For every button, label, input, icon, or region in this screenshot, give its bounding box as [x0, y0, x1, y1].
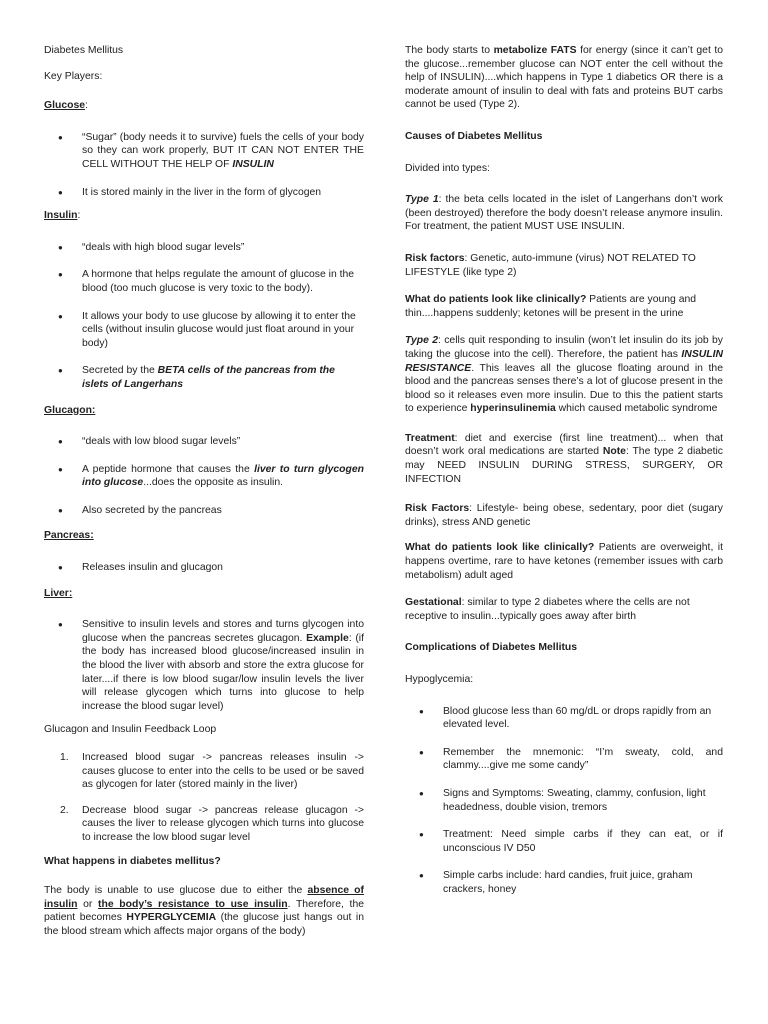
- what-happens-paragraph: The body is unable to use glucose due to either the absence of insulin or the body’s resistance to use insulin. Therefore, the patient becomes HYPERGLYCEMIA (the glucose just hangs out in the blood stream which affects major organs of the body): [44, 885, 364, 937]
- type1-paragraph: Type 1: the beta cells located in the islet of Langerhans don’t work (been destroyed) therefore the body doesn’t release anymore insulin. For treatment, the patient MUST USE INSULIN.: [405, 194, 723, 233]
- causes-heading: Causes of Diabetes Mellitus: [405, 130, 543, 142]
- glucagon-list: [44, 435, 364, 517]
- glucagon-heading: Glucagon:: [44, 404, 96, 416]
- list-item: ● “deals with low blood sugar levels”: [44, 435, 364, 449]
- list-item: ● A hormone that helps regulate the amount of glucose in the blood (too much glucose is very toxic to the body).: [44, 268, 364, 295]
- list-item: ● Remember the mnemonic: “I’m sweaty, cold, and clammy....give me some candy”: [405, 746, 723, 773]
- list-item: ● Simple carbs include: hard candies, fruit juice, graham crackers, honey: [405, 869, 723, 896]
- list-item: ● Signs and Symptoms: Sweating, clammy, confusion, light headedness, double vision, tremors: [405, 787, 723, 814]
- list-item: ● “Sugar” (body needs it to survive) fuels the cells of your body so they can work properly, BUT IT CAN NOT ENTER THE CELL WITHOUT THE HELP OF INSULIN: [44, 131, 364, 172]
- list-item: ● Sensitive to insulin levels and stores and turns glycogen into glucose when the pancreas secretes glucagon. Example: (if the body has increased blood glucose/increased insulin in the blood the liver with absorb and store the extra glucose for later....if there is low blood sugar/low insulin levels the liver will release glycogen which turns into glucose to help increase the blood sugar level): [44, 618, 364, 713]
- right-column: [405, 44, 723, 911]
- divided-label: Divided into types:: [405, 162, 490, 174]
- liver-list: [44, 618, 364, 713]
- list-item: ● It is stored mainly in the liver in the form of glycogen: [44, 186, 364, 200]
- liver-heading: Liver:: [44, 587, 73, 599]
- list-item: ● A peptide hormone that causes the liver to turn glycogen into glucose...does the opposite as insulin.: [44, 463, 364, 490]
- clinical-type1: What do patients look like clinically? Patients are young and thin....happens suddenly; ketones will be present in the urine: [405, 294, 697, 319]
- list-item: ● Releases insulin and glucagon: [44, 561, 364, 575]
- document-title: Diabetes Mellitus: [44, 45, 124, 56]
- list-item: ● It allows your body to use glucose by allowing it to enter the cells (without insulin glucose would just float around in your body): [44, 310, 364, 351]
- gestational-paragraph: Gestational: similar to type 2 diabetes where the cells are not receptive to insulin...typically goes away after birth: [405, 597, 690, 622]
- metabolism-paragraph: The body starts to metabolize FATS for energy (since it can’t get to the glucose...remember glucose can NOT enter the cell without the help of INSULIN)....which happens in Type 1 diabetics OR there is a moderate amount of insulin to deal with fats and proteins BUT carbs cannot be used (Type 2).: [405, 45, 724, 111]
- pancreas-list: [44, 561, 364, 575]
- insulin-list: [44, 241, 364, 392]
- key-players-label: Key Players:: [44, 70, 103, 82]
- feedback-loop-title: Glucagon and Insulin Feedback Loop: [44, 724, 217, 736]
- complications-heading: Complications of Diabetes Mellitus: [405, 642, 578, 654]
- clinical-type2: What do patients look like clinically? Patients are overweight, it happens overtime, rare to have ketones (remember issues with carb metabolism) adult aged: [405, 542, 723, 581]
- pancreas-heading: Pancreas:: [44, 530, 94, 542]
- list-item: 1. Increased blood sugar -> pancreas releases insulin -> causes glucose to enter into the cells to be used or be saved as glycogen for later (stored mainly in the liver): [60, 752, 364, 791]
- hypoglycemia-label: Hypoglycemia:: [405, 674, 474, 685]
- list-item: ● Blood glucose less than 60 mg/dL or drops rapidly from an elevated level.: [405, 705, 723, 732]
- insulin-heading: Insulin:: [44, 210, 81, 222]
- list-item: ● Also secreted by the pancreas: [44, 504, 364, 518]
- list-item: ● Treatment: Need simple carbs if they can eat, or if unconscious IV D50: [405, 828, 723, 855]
- feedback-loop-list: [44, 751, 364, 845]
- risk-factors-type2: Risk Factors: Lifestyle- being obese, sedentary, poor diet (sugary drinks), stress AND genetic: [405, 503, 723, 528]
- treatment-paragraph: Treatment: diet and exercise (first line treatment)... when that doesn’t work oral medications are started Note: The type 2 diabetic may NEED INSULIN DURING STRESS, SURGERY, OR INFECTION: [405, 432, 723, 485]
- list-item: 2. Decrease blood sugar -> pancreas release glucagon -> causes the liver to release glycogen which turns into glucose to increase the low blood sugar level: [60, 804, 364, 843]
- list-item: ● “deals with high blood sugar levels”: [44, 241, 364, 255]
- left-column: [44, 44, 364, 951]
- list-item: ● Secreted by the BETA cells of the pancreas from the islets of Langerhans: [44, 364, 364, 391]
- glucose-heading: Glucose:: [44, 100, 88, 112]
- risk-factors-type1: Risk factors: Genetic, auto-immune (virus) NOT RELATED TO LIFESTYLE (like type 2): [405, 252, 696, 278]
- glucose-list: [44, 131, 364, 199]
- what-happens-heading: What happens in diabetes mellitus?: [44, 855, 221, 867]
- type2-paragraph: Type 2: cells quit responding to insulin (won’t let insulin do its job by taking the glucose into the cell). Therefore, the patient has INSULIN RESISTANCE. This leaves all the glucose floating around in the blood and the pancreas senses there’s a lot of glucose present in the blood so it releases even more insulin. Due to this the patient starts to experience hyperinsulinemia which caused metabolic syndrome: [405, 335, 723, 415]
- hypoglycemia-list: [405, 705, 723, 897]
